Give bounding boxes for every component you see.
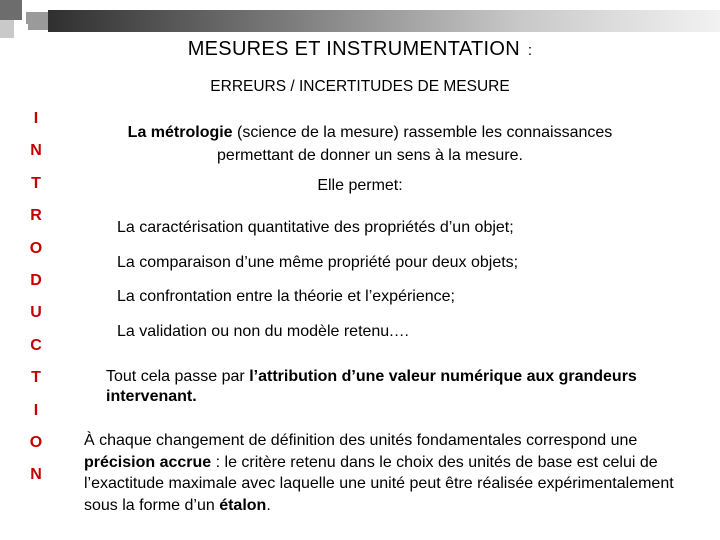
metrology-definition-text: (science de la mesure) rassemble les connaissances permettant de donner un sens à la mesure. [217, 124, 613, 164]
units-paragraph [84, 430, 694, 516]
vertical-letter: U [30, 304, 42, 322]
attribution-paragraph [106, 367, 666, 407]
vertical-letter: N [30, 466, 42, 484]
metrology-term: La métrologie [127, 124, 233, 141]
list-item: La confrontation entre la théorie et l’expérience; [117, 288, 455, 305]
list-item: La comparaison d’une même propriété pour deux objets; [117, 253, 519, 271]
units-text-2: : le critère retenu dans le choix des unités de base est celui de l’exactitude maximale avec laquelle une unité peut être réalisée expérimentalement sous la forme d’un [84, 453, 674, 514]
units-text-1: À chaque changement de définition des unités fondamentales correspond une [84, 432, 638, 449]
decorative-square [0, 20, 14, 38]
decorative-square [22, 0, 48, 10]
vertical-letter: T [31, 369, 41, 387]
elle-permet-heading: Elle permet: [317, 177, 403, 194]
vertical-letter: D [30, 271, 42, 289]
decorative-top-bar [48, 10, 720, 32]
slide-subtitle: ERREURS / INCERTITUDES DE MESURE [210, 78, 510, 95]
units-bold-etalon: étalon [219, 496, 267, 514]
vertical-letter: R [30, 207, 42, 225]
vertical-letter: I [33, 401, 39, 419]
purpose-list [117, 219, 518, 357]
vertical-letter: I [33, 110, 39, 127]
slide-title-colon: : [527, 42, 533, 59]
vertical-letter: O [29, 433, 43, 451]
decorative-square [0, 0, 22, 20]
vertical-letter: T [31, 174, 41, 192]
vertical-letter: N [30, 142, 42, 160]
units-text-3: . [266, 496, 271, 514]
list-item: La caractérisation quantitative des propriétés d’un objet; [117, 219, 514, 236]
vertical-introduction-label [26, 106, 46, 495]
vertical-letter: C [30, 336, 42, 354]
attribution-prefix: Tout cela passe par [106, 368, 250, 385]
vertical-letter: O [29, 239, 43, 257]
list-item: La validation ou non du modèle retenu.… [117, 322, 410, 340]
attribution-bold: l’attribution d’une valeur numérique aux grandeurs intervenant. [106, 368, 637, 405]
decorative-square [26, 12, 48, 30]
decorative-square [14, 24, 28, 38]
slide-title-text: MESURES ET INSTRUMENTATION [187, 38, 520, 60]
units-bold-precision: précision accrue [84, 453, 212, 471]
slide-title [0, 38, 720, 61]
metrology-definition [110, 121, 630, 167]
